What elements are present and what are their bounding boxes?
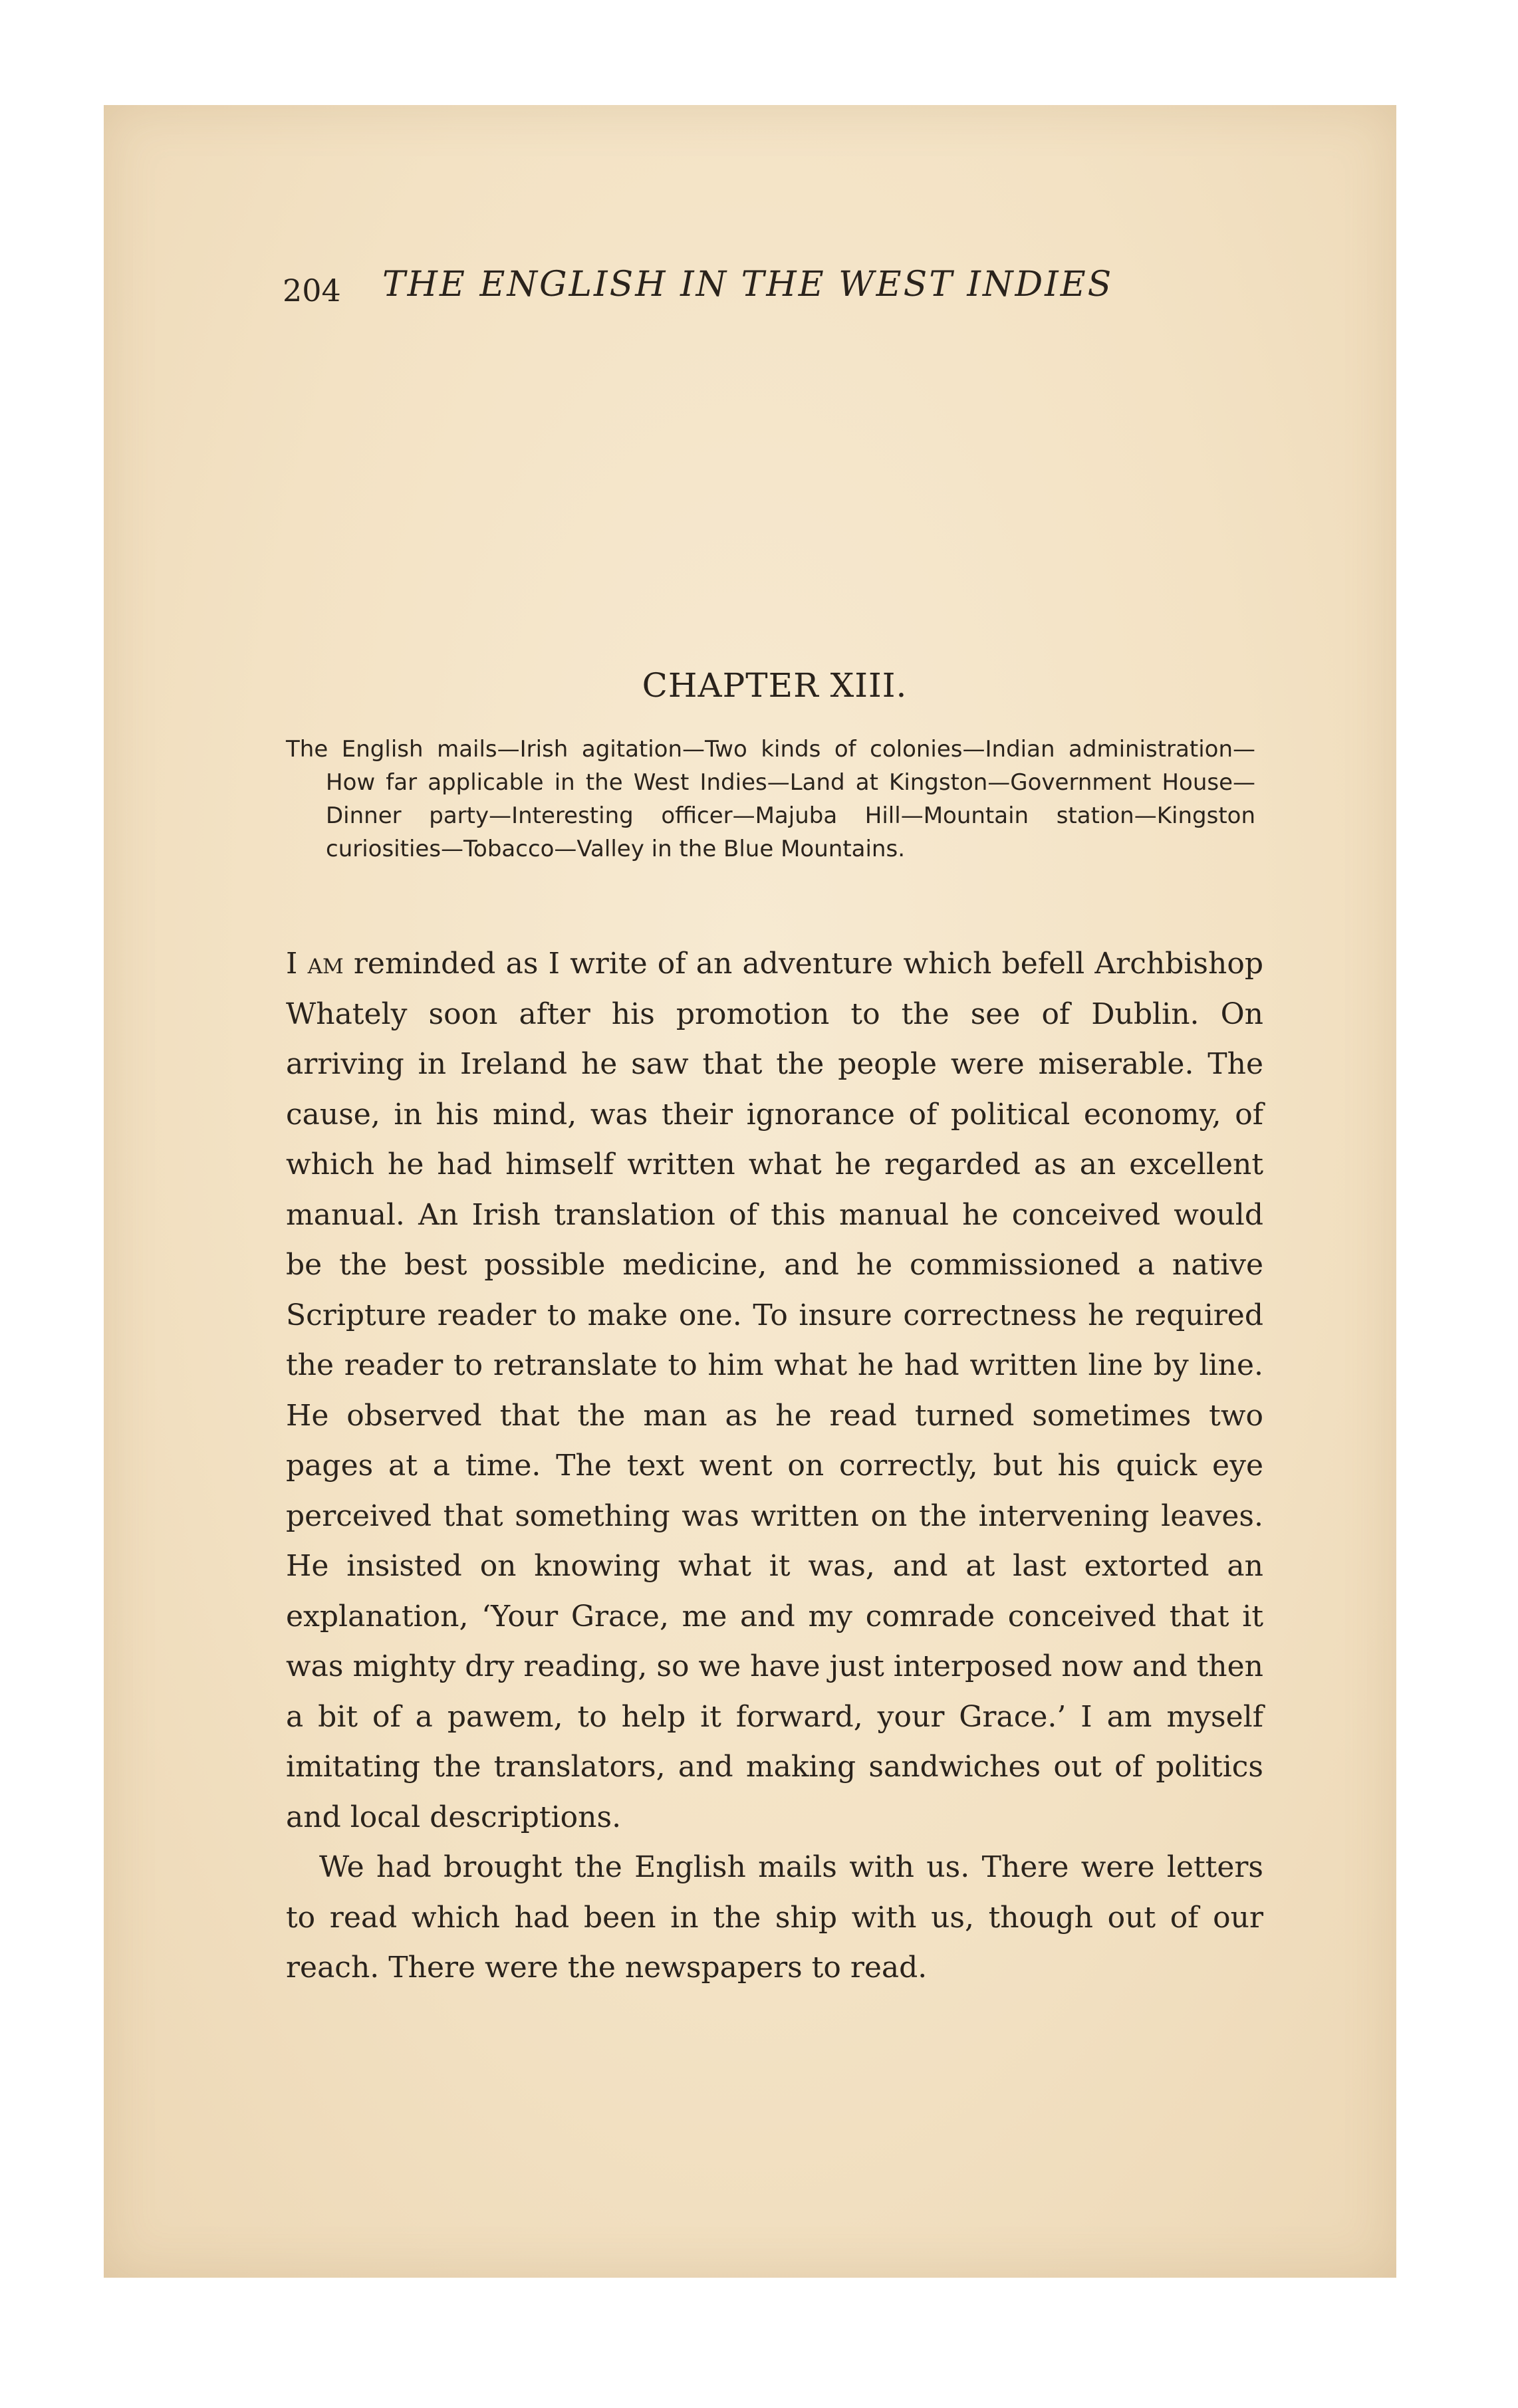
chapter-heading: CHAPTER XIII. [642,666,908,705]
chapter-summary: The English mails—Irish agitation—Two kinds of colonies—Indian administration—How far applicable in the West Indies—Land at Kingston—Government House—Dinner party—Interesting officer—Majuba Hill—Mountain station—Kingston curiosities—Tobacco—Valley in the Blue Mountains. [286,736,1255,862]
body-text [286,939,1263,1993]
paragraph-1-text: reminded as I write of an adventure which befell Archbishop Whately soon after his promotion to the see of Dublin. On arriving in Ireland he saw that the people were miserable. The cause, in his mind, was their ignorance of political economy, of which he had himself written what he regarded as an excellent manual. An Irish translation of this manual he conceived would be the best possible medicine, and he commissioned a native Scripture reader to make one. To insure correctness he required the reader to retranslate to him what he had written line by line. He observed that the man as he read turned sometimes two pages at a time. The text went on correctly, but his quick eye perceived that something was written on the intervening leaves. He insisted on knowing what it was, and at last extorted an explanation, ‘Your Grace, me and my comrade conceived that it was mighty dry reading, so we have just interposed now and then a bit of a pawem, to help it forward, your Grace.’ I am myself imitating the translators, and making sandwiches out of politics and local descriptions. [286,947,1263,1834]
paragraph-1-smallcaps: am [307,947,344,981]
paragraph-1-initial: I [286,947,298,981]
paragraph-2: We had brought the English mails with us. There were letters to read which had been in the ship with us, though out of our reach. There were the newspapers to read. [286,1850,1263,1985]
book-title: THE ENGLISH IN THE WEST INDIES [382,265,1114,304]
page-number: 204 [283,273,341,308]
paragraph-1 [286,939,1263,1842]
running-head [283,265,1174,318]
